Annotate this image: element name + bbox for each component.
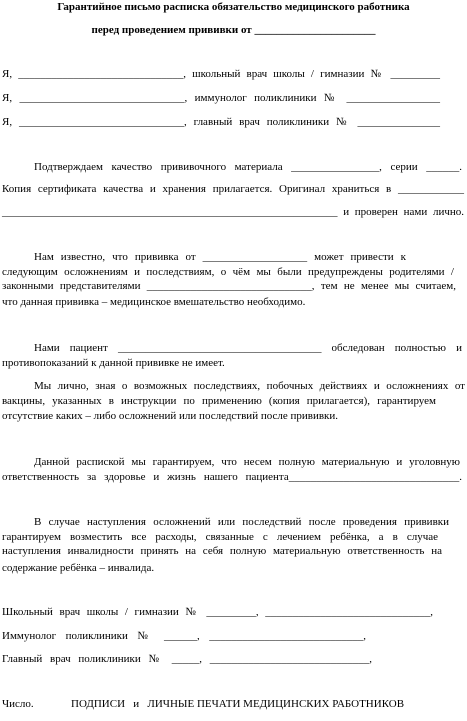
paragraph-known-line-1: Нам известно, что прививка от ___________________ может привести к xyxy=(34,251,406,263)
paragraph-aware-line-3: отсутствие каких – либо осложнений или последствий после прививки. xyxy=(2,410,339,422)
footer-signatures-label: ПОДПИСИ и ЛИЧНЫЕ ПЕЧАТИ МЕДИЦИНСКИХ РАБОТНИКОВ xyxy=(71,698,405,710)
paragraph-quality-line-2: Копия сертификата качества и хранения прилагается. Оригинал храниться в ____________ xyxy=(2,183,464,195)
paragraph-known-line-3: законными представителями ______________________________, тем не менее мы считаем, xyxy=(2,280,456,292)
paragraph-quality-line-1: Подтверждаем качество прививочного материала ________________, серии ______. xyxy=(34,161,462,173)
paragraph-complications-line-1: В случае наступления осложнений или последствий после проведения прививки xyxy=(34,516,449,528)
declarant-chief-doctor: Я, ______________________________, главный врач поликлиники № _______________ xyxy=(2,116,440,128)
paragraph-patient-line-2: противопоказаний к данной прививке не имеет. xyxy=(2,357,225,369)
paragraph-aware-line-1: Мы лично, зная о возможных последствиях, побочных действиях и осложнениях от xyxy=(34,380,465,392)
paragraph-known-line-2: следующим осложнениям и последствиям, о чём мы были предупреждены родителями / xyxy=(2,266,454,278)
paragraph-aware-line-2: вакцины, указанных в инструкции по применению (копия прилагается), гарантируем xyxy=(2,395,436,407)
declarant-school-doctor: Я, ______________________________, школьный врач школы / гимназии № _________ xyxy=(2,68,440,80)
paragraph-complications-line-2: гарантируем возместить все расходы, связанные с лечением ребёнка, а в случае xyxy=(2,531,438,543)
signature-immunologist: Иммунолог поликлиники № ______, ____________________________, xyxy=(2,630,366,642)
paragraph-guarantee-line-2: ответственность за здоровье и жизнь нашего пациента_______________________________. xyxy=(2,471,462,483)
paragraph-quality-line-3: _____________________________________________________________ и проверен нами лично. xyxy=(2,206,464,218)
signature-chief-doctor: Главный врач поликлиники № _____, _____________________________, xyxy=(2,653,372,665)
paragraph-guarantee-line-1: Данной распиской мы гарантируем, что несем полную материальную и уголовную xyxy=(34,456,460,468)
paragraph-complications-line-4: содержание ребёнка – инвалида. xyxy=(2,562,155,574)
signature-school-doctor: Школьный врач школы / гимназии № _________, ______________________________, xyxy=(2,606,433,618)
paragraph-complications-line-3: наступления инвалидности принять на себя полную материальную ответственность на xyxy=(2,545,442,557)
footer-date-label: Число. xyxy=(2,698,34,710)
declarant-immunologist: Я, ______________________________, иммунолог поликлиники № _________________ xyxy=(2,92,440,104)
document-title-vaccination: перед проведением прививки от ______________________ xyxy=(91,24,376,36)
paragraph-known-line-4: что данная прививка – медицинское вмешательство необходимо. xyxy=(2,296,306,308)
document-title: Гарантийное письмо расписка обязательство медицинского работника xyxy=(57,1,410,13)
paragraph-patient-line-1: Нами пациент _____________________________________ обследован полностью и xyxy=(34,342,462,354)
